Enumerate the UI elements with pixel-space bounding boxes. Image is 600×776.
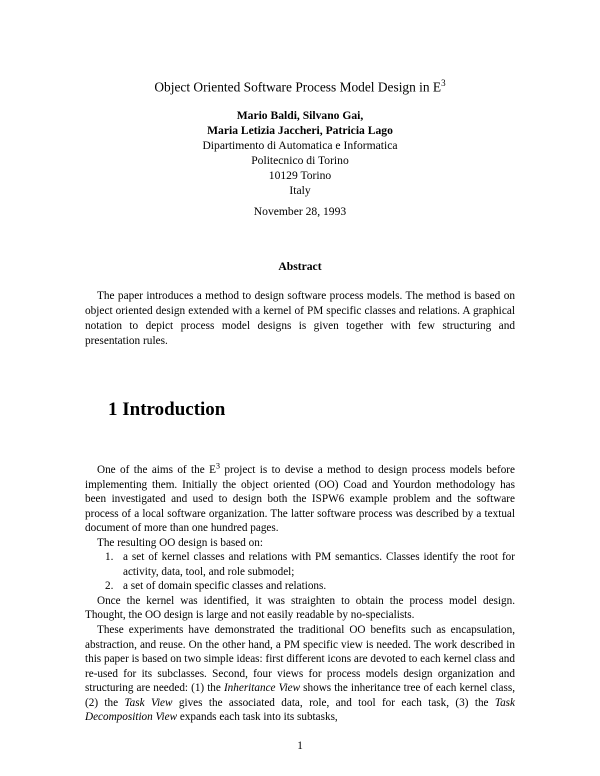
- intro-paragraph-3: Once the kernel was identified, it was straighten to obtain the process model design. Thought, the OO design is large and not easily readable by no-specialists.: [85, 594, 515, 622]
- city: 10129 Torino: [268, 169, 332, 182]
- country: Italy: [289, 184, 311, 197]
- university: Politecnico di Torino: [251, 154, 349, 167]
- title-superscript: 3: [441, 78, 446, 88]
- section-body: [85, 463, 515, 725]
- author-block: [0, 108, 600, 198]
- author-names-line-1: Mario Baldi, Silvano Gai,: [236, 109, 364, 122]
- author-names-line-2: Maria Letizia Jaccheri, Patricia Lago: [207, 124, 393, 137]
- abstract-text: The paper introduces a method to design software process models. The method is based on object oriented design extended with a kernel of PM specific classes and relations. A graphical notation to depict process model designs is given together with few structuring and presentation rules.: [85, 290, 515, 347]
- paper-title: Object Oriented Software Process Model Design in $E^3$: [154, 78, 446, 95]
- abstract-heading: Abstract: [278, 260, 322, 273]
- page-number: 1: [297, 740, 303, 752]
- list-item: 1. a set of kernel classes and relations with PM semantics. Classes identify the root for activity, data, tool, and role submodel;: [105, 551, 515, 578]
- intro-paragraph-2: The resulting OO design is based on:: [97, 536, 263, 549]
- design-list: [85, 550, 515, 594]
- intro-paragraph-4: These experiments have demonstrated the traditional OO benefits such as encapsulation, abstraction, and reuse. On the other hand, a PM specific view is needed. The work described in this paper is based on two simple ideas: first different icons are devoted to each kernel class and re-used for its subclasses. Second, four views for process models design organization and structuring are needed: (1) the Inheritance View shows the inheritance tree of each kernel class, (2) the Task View gives the associated data, role, and tool for each task, (3) the Task Decomposition View expands each task into its subtasks,: [85, 624, 515, 724]
- section-heading: 1 Introduction: [108, 399, 226, 420]
- list-item: 2. a set of domain specific classes and relations.: [105, 580, 327, 593]
- paper-date: November 28, 1993: [253, 205, 347, 218]
- intro-paragraph-1: One of the aims of the $E^3$ project is to devise a method to design process models before implementing them. Initially the object oriented (OO) Coad and Yourdon methodology has been investigated and used to design both the ISPW6 example problem and the software process of a local software organization. The latter software process was described by a textual document of more than one hundred pages.: [85, 461, 515, 535]
- department: Dipartimento di Automatica e Informatica: [202, 139, 398, 152]
